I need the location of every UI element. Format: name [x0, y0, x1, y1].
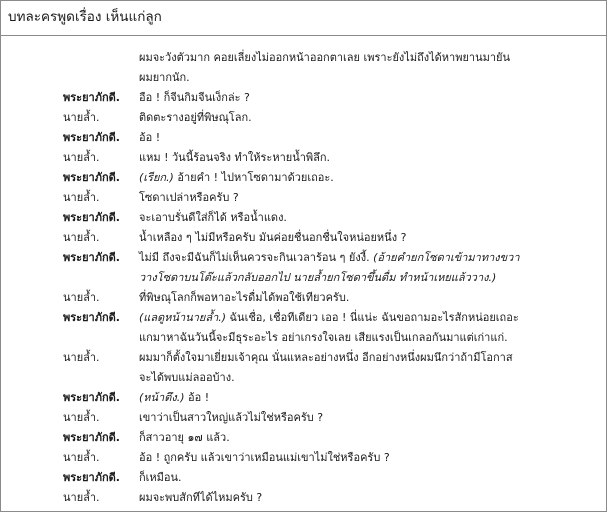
- speaker-name: นายล้ำ.: [63, 111, 100, 124]
- dialogue-row: [0, 168, 607, 188]
- dialogue-line: [139, 428, 534, 448]
- dialogue-line: [139, 168, 534, 188]
- speaker-name: พระยาภักดี.: [63, 251, 120, 264]
- dialogue-text: [139, 128, 534, 148]
- dialogue-row: [0, 348, 607, 388]
- dialogue-line: [139, 188, 534, 208]
- dialogue-text: [139, 428, 534, 448]
- dialogue-line: [139, 388, 534, 408]
- spoken-text: ฉันเชื่อ, เชื่อทีเดียว เออ ! นี่แน่ะ ฉันขอถามอะไรสักหน่อยเถอะ: [226, 311, 519, 324]
- speaker-name: นายล้ำ.: [63, 191, 100, 204]
- speaker-name: พระยาภักดี.: [63, 131, 120, 144]
- dialogue-text: [139, 168, 534, 188]
- spoken-text: ผมจะวังตัวมาก คอยเลี่ยงไม่ออกหน้าออกตาเลย เพราะยังไม่ถึงได้หาพยานมายัน: [139, 51, 510, 64]
- dialogue-text: [139, 188, 534, 208]
- stage-direction: (แลดูหน้านายล้ำ.): [139, 311, 227, 324]
- dialogue-line: [139, 448, 534, 468]
- spoken-text: ผมมาก็ตั้งใจมาเยี่ยมเจ้าคุณ นั่นแหละอย่างหนึ่ง อีกอย่างหนึ่งผมนึกว่าถ้ามีโอกาส: [139, 351, 513, 364]
- dialogue-row: [0, 468, 607, 488]
- dialogue-text: [139, 248, 534, 288]
- dialogue-line: [139, 348, 534, 368]
- dialogue-text: [139, 108, 534, 128]
- dialogue-row: [0, 208, 607, 228]
- dialogue-row: [0, 248, 607, 288]
- dialogue-row: [0, 448, 607, 468]
- speaker-name: นายล้ำ.: [63, 231, 100, 244]
- dialogue-line: [139, 68, 534, 88]
- dialogue-line: [139, 328, 534, 348]
- spoken-text: จะเอาบรั่นดีใส่ก็ได้ หรือน้ำแดง.: [139, 211, 287, 224]
- dialogue-line: [139, 128, 534, 148]
- spoken-text: แกมาหาฉันวันนี้จะมีธุระอะไร อย่าเกรงใจเลย เสียแรงเป็นเกลอกันมาแต่เก่าแก่.: [139, 331, 508, 344]
- spoken-text: ไม่มี ถึงจะมีฉันก็ไม่เห็นควรจะกินเวลาร้อน ๆ ยังงี้.: [139, 251, 374, 264]
- speaker-name: พระยาภักดี.: [63, 311, 120, 324]
- stage-direction: (เรียก.): [139, 171, 174, 184]
- speaker-name: นายล้ำ.: [63, 291, 100, 304]
- spoken-text: อ้อ !: [184, 391, 210, 404]
- spoken-text: ก็สาวอายุ ๑๗ แล้ว.: [139, 431, 230, 444]
- dialogue-row: [0, 428, 607, 448]
- dialogue-text: [139, 348, 534, 388]
- dialogue-line: [139, 288, 534, 308]
- spoken-text: จะได้พบแม่ลออบ้าง.: [139, 371, 235, 384]
- dialogue-row: [0, 128, 607, 148]
- dialogue-text: [139, 468, 534, 488]
- dialogue-text: [139, 388, 534, 408]
- dialogue-text: [139, 308, 534, 348]
- spoken-text: แหม ! วันนี้ร้อนจริง ทำให้ระหายน้ำพิลึก.: [139, 151, 331, 164]
- spoken-text: อือ ! ก็จีนกิมจีนเง็กล่ะ ?: [139, 91, 250, 104]
- dialogue-line: [139, 408, 534, 428]
- dialogue-text: [139, 88, 534, 108]
- dialogue-text: [139, 148, 534, 168]
- dialogue-text: [139, 208, 534, 228]
- spoken-text: ผมยากนัก.: [139, 71, 190, 84]
- dialogue-line: [139, 48, 534, 68]
- dialogue-text: [139, 488, 534, 508]
- speaker-name: นายล้ำ.: [63, 351, 100, 364]
- dialogue-row: [0, 308, 607, 348]
- speaker-name: พระยาภักดี.: [63, 471, 120, 484]
- dialogue-line: [139, 108, 534, 128]
- speaker-name: นายล้ำ.: [63, 491, 100, 504]
- spoken-text: ก็เหมือน.: [139, 471, 182, 484]
- speaker-name: พระยาภักดี.: [63, 391, 120, 404]
- spoken-text: ที่พิษณุโลกก็พอหาอะไรดื่มได้พอใช้เทียวครับ.: [139, 291, 350, 304]
- play-script: [0, 48, 607, 508]
- spoken-text: น้ำเหลือง ๆ ไม่มีหรือครับ มันค่อยชื่นอกชื่นใจหน่อยหนึ่ง ?: [139, 231, 407, 244]
- dialogue-row: [0, 148, 607, 168]
- dialogue-text: [139, 448, 534, 468]
- speaker-name: นายล้ำ.: [63, 411, 100, 424]
- dialogue-text: [139, 408, 534, 428]
- speaker-name: พระยาภักดี.: [63, 91, 120, 104]
- dialogue-row: [0, 48, 607, 88]
- spoken-text: ติดตะรางอยู่ที่พิษณุโลก.: [139, 111, 252, 124]
- title-divider: [0, 35, 607, 36]
- dialogue-text: [139, 288, 534, 308]
- spoken-text: อ้ายคำ ! ไปหาโซดามาด้วยเถอะ.: [173, 171, 334, 184]
- dialogue-line: [139, 468, 534, 488]
- speaker-name: พระยาภักดี.: [63, 211, 120, 224]
- dialogue-line: [139, 88, 534, 108]
- document-title: บทละครพูดเรื่อง เห็นแก่ลูก: [8, 9, 162, 25]
- dialogue-line: [139, 228, 534, 248]
- speaker-name: นายล้ำ.: [63, 151, 100, 164]
- spoken-text: โซดาเปล่าหรือครับ ?: [139, 191, 239, 204]
- dialogue-row: [0, 228, 607, 248]
- spoken-text: ผมจะพบสักทีได้ไหมครับ ?: [139, 491, 263, 504]
- dialogue-line: [139, 368, 534, 388]
- stage-direction: (หน้าตึง.): [139, 391, 185, 404]
- spoken-text: เขาว่าเป็นสาวใหญ่แล้วไม่ใช่หรือครับ ?: [139, 411, 324, 424]
- speaker-name: นายล้ำ.: [63, 451, 100, 464]
- dialogue-line: [139, 308, 534, 328]
- dialogue-row: [0, 88, 607, 108]
- dialogue-row: [0, 388, 607, 408]
- dialogue-line: [139, 488, 534, 508]
- spoken-text: อ้อ ! ถูกครับ แล้วเขาว่าเหมือนแม่เขาไม่ใช่หรือครับ ?: [139, 451, 390, 464]
- dialogue-row: [0, 188, 607, 208]
- dialogue-row: [0, 108, 607, 128]
- dialogue-line: [139, 148, 534, 168]
- dialogue-text: [139, 228, 534, 248]
- spoken-text: อ้อ !: [139, 131, 161, 144]
- dialogue-line: [139, 248, 534, 268]
- speaker-name: พระยาภักดี.: [63, 171, 120, 184]
- stage-direction: (อ้ายคำยกโซดาเข้ามาทางขวา: [373, 251, 520, 264]
- dialogue-line: [139, 268, 534, 288]
- dialogue-row: [0, 488, 607, 508]
- speaker-name: พระยาภักดี.: [63, 431, 120, 444]
- dialogue-line: [139, 208, 534, 228]
- stage-direction: วางโซดาบนโต๊ะแล้วกลับออกไป นายล้ำยกโซดาขึ้นดื่ม ทำหน้าเหยแล้ววาง.): [139, 271, 497, 284]
- dialogue-row: [0, 408, 607, 428]
- dialogue-text: [139, 48, 534, 88]
- dialogue-row: [0, 288, 607, 308]
